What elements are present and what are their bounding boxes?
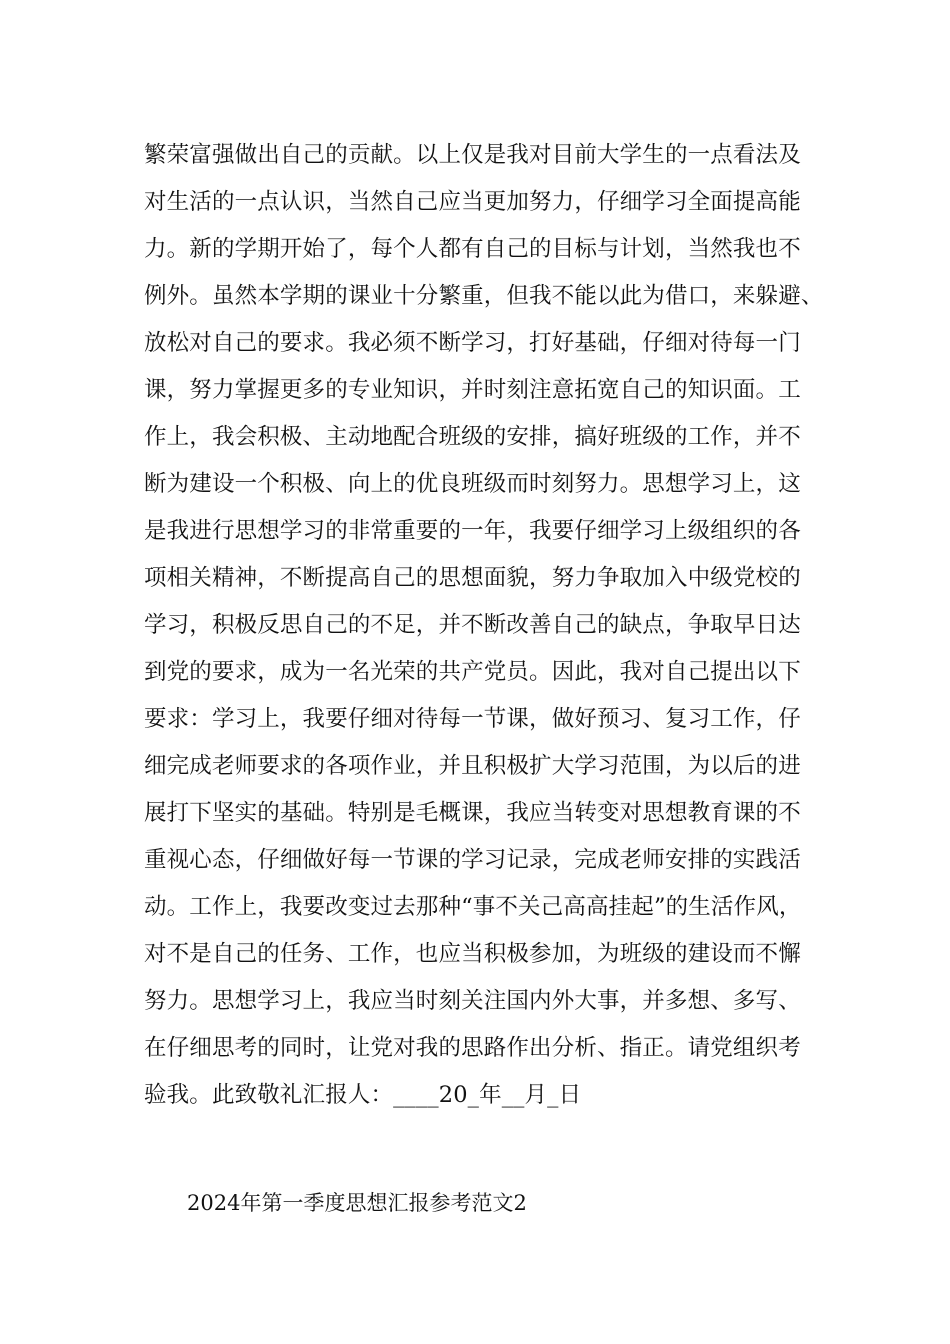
text-line: 放松对自己的要求。我必须不断学习，打好基础，仔细对待每一门 bbox=[144, 330, 801, 356]
text-line: 课，努力掌握更多的专业知识，并时刻注意拓宽自己的知识面。工 bbox=[144, 377, 801, 403]
text-line: 要求：学习上，我要仔细对待每一节课，做好预习、复习工作，仔 bbox=[144, 706, 801, 732]
body-paragraph bbox=[144, 132, 834, 1119]
text-line: 力。新的学期开始了，每个人都有自己的目标与计划，当然我也不 bbox=[144, 236, 801, 262]
text-line: 繁荣富强做出自己的贡献。以上仅是我对目前大学生的一点看法及 bbox=[144, 142, 801, 168]
text-line: 对不是自己的任务、工作，也应当积极参加，为班级的建设而不懈 bbox=[144, 941, 801, 967]
text-line: 展打下坚实的基础。特别是毛概课，我应当转变对思想教育课的不 bbox=[144, 800, 801, 826]
text-line: 重视心态，仔细做好每一节课的学习记录，完成老师安排的实践活 bbox=[144, 847, 801, 873]
text-line: 动。工作上，我要改变过去那种“事不关己高高挂起”的生活作风， bbox=[144, 894, 802, 920]
text-line: 例外。虽然本学期的课业十分繁重，但我不能以此为借口，来躲避、 bbox=[144, 283, 824, 309]
text-line: 断为建设一个积极、向上的优良班级而时刻努力。思想学习上，这 bbox=[144, 471, 801, 497]
text-line: 项相关精神，不断提高自己的思想面貌，努力争取加入中级党校的 bbox=[144, 565, 801, 591]
next-section-title: 2024年第一季度思想汇报参考范文2 bbox=[187, 1191, 527, 1215]
text-line: 对生活的一点认识，当然自己应当更加努力，仔细学习全面提高能 bbox=[144, 189, 801, 215]
text-line: 是我进行思想学习的非常重要的一年，我要仔细学习上级组织的各 bbox=[144, 518, 801, 544]
text-line: 细完成老师要求的各项作业，并且积极扩大学习范围，为以后的进 bbox=[144, 753, 801, 779]
text-line: 作上，我会积极、主动地配合班级的安排，搞好班级的工作，并不 bbox=[144, 424, 801, 450]
text-line: 努力。思想学习上，我应当时刻关注国内外大事，并多想、多写、 bbox=[144, 988, 801, 1014]
signature-line: 验我。此致敬礼汇报人：____20_年__月_日 bbox=[144, 1082, 582, 1108]
text-line: 学习，积极反思自己的不足，并不断改善自己的缺点，争取早日达 bbox=[144, 612, 801, 638]
text-line: 在仔细思考的同时，让党对我的思路作出分析、指正。请党组织考 bbox=[144, 1035, 801, 1061]
text-line: 到党的要求，成为一名光荣的共产党员。因此，我对自己提出以下 bbox=[144, 659, 801, 685]
